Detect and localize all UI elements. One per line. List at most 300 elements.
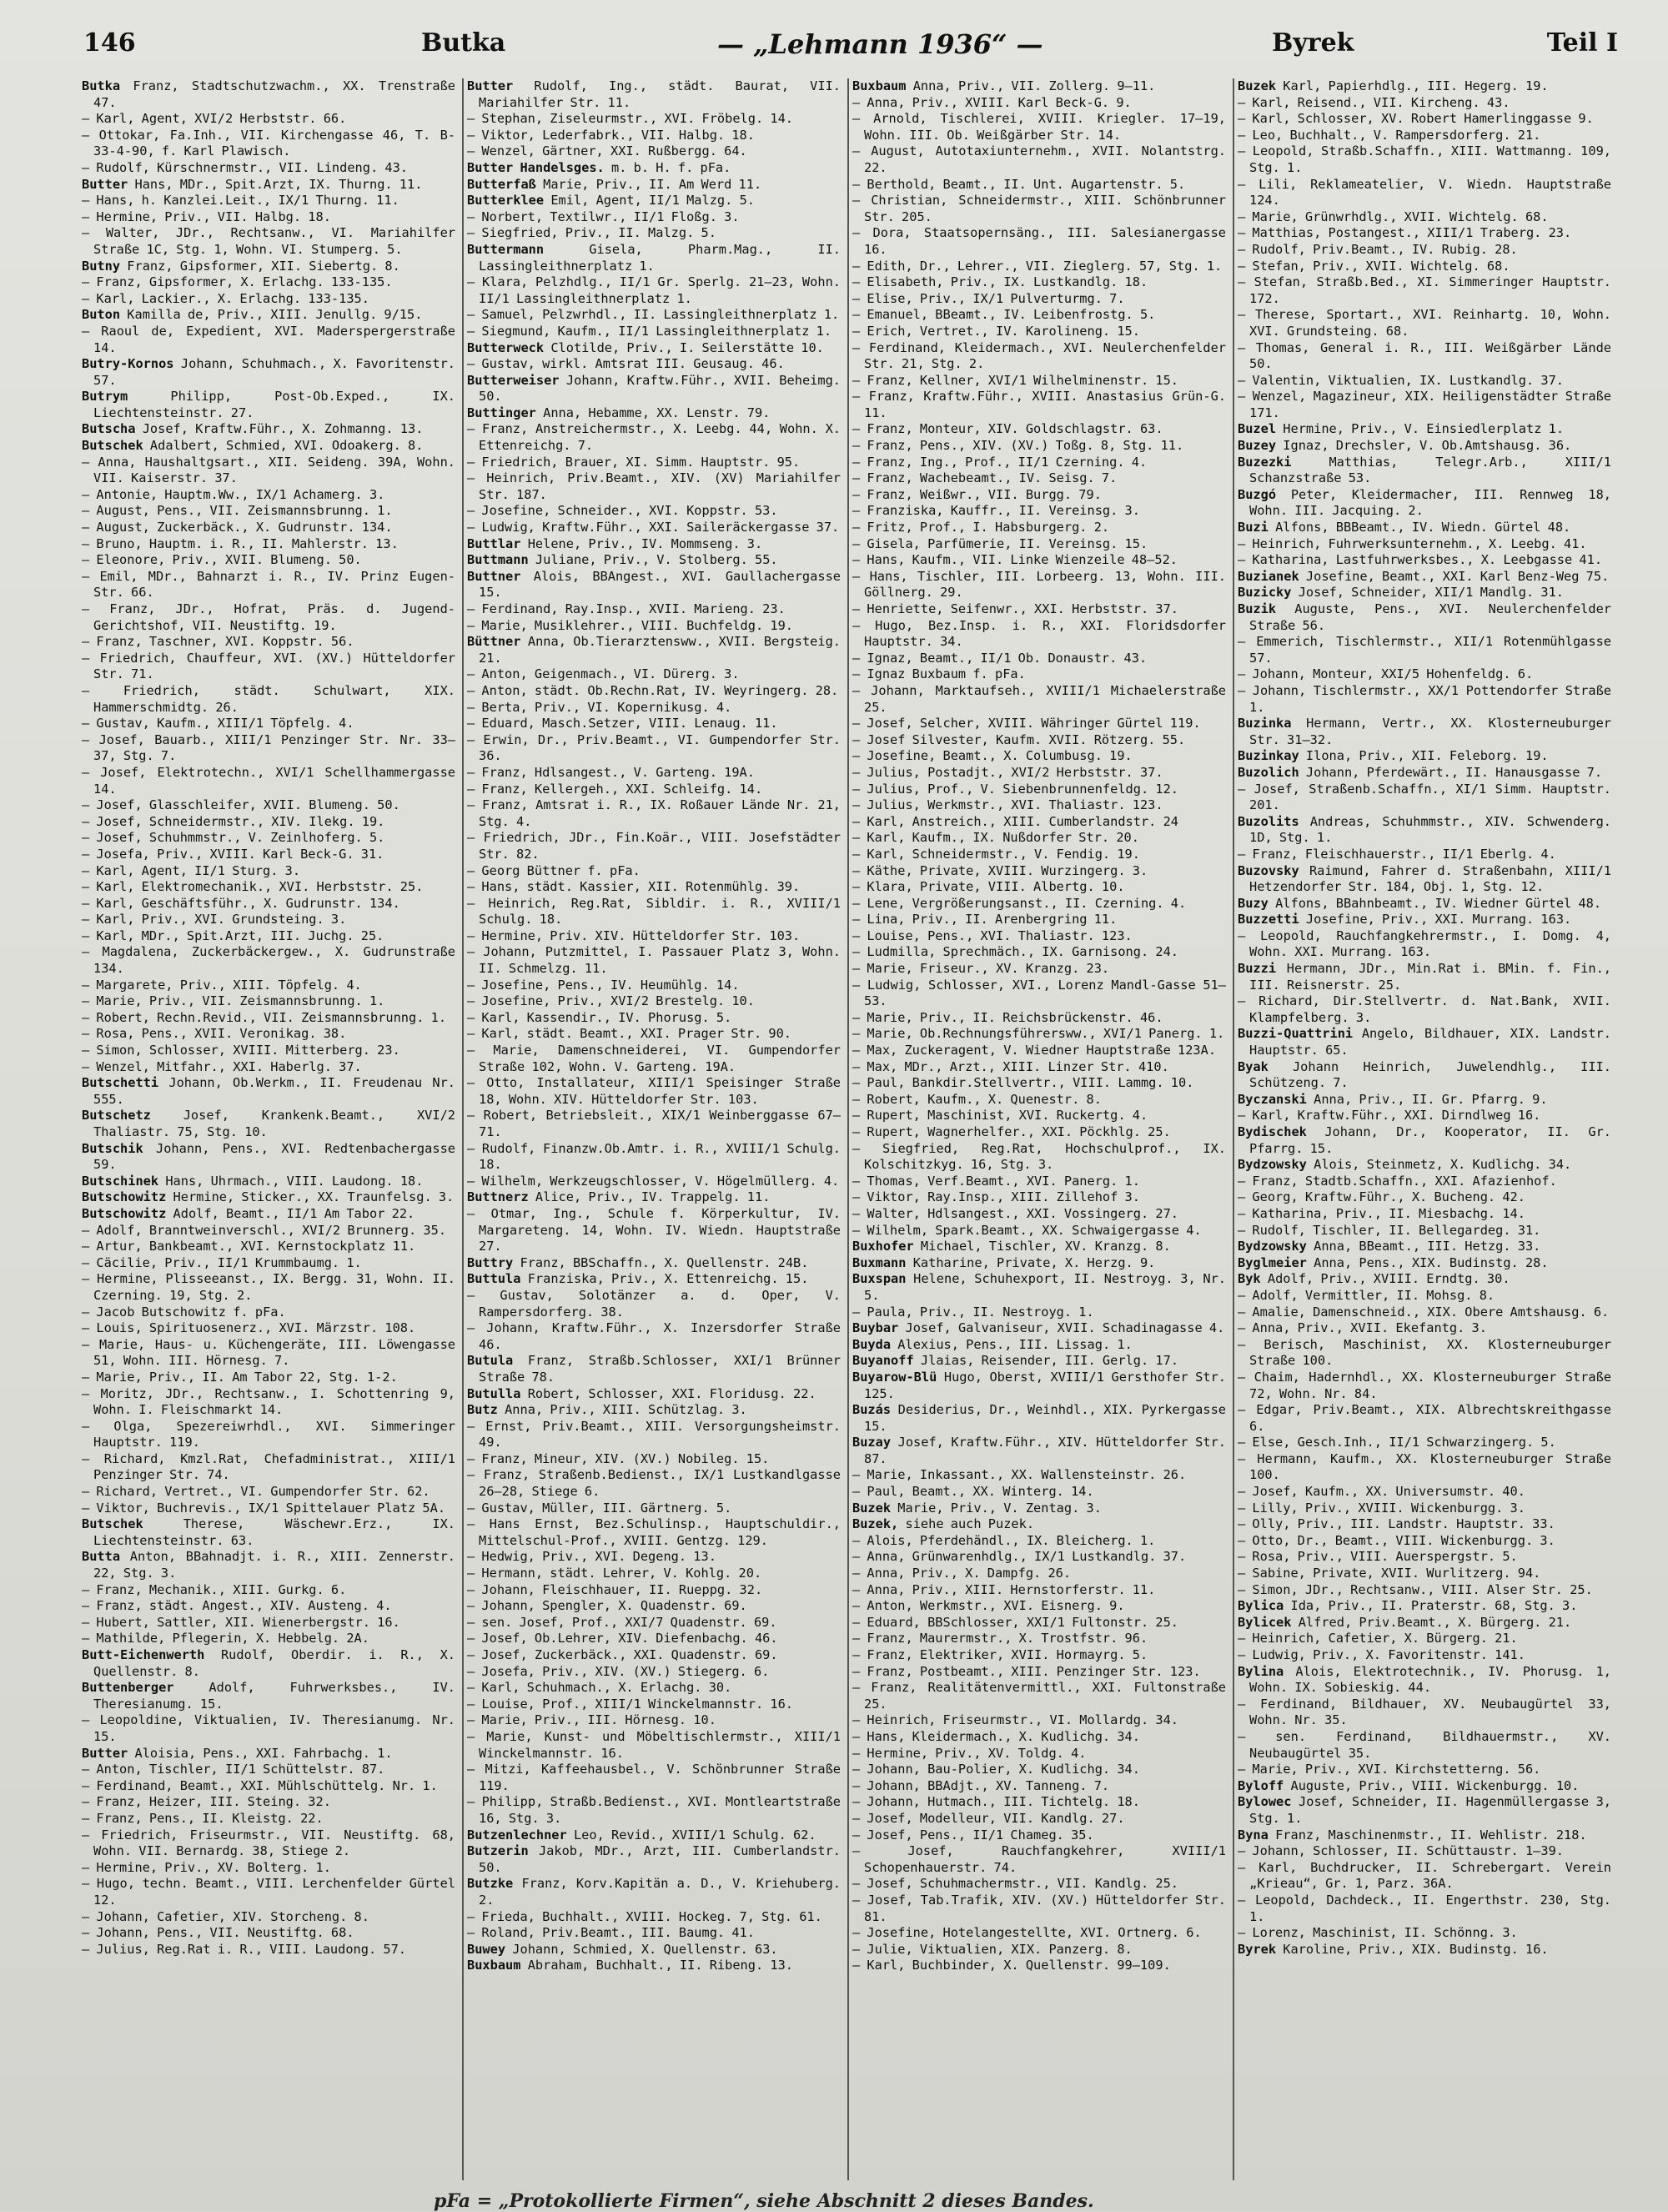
entry-details: — Karl, Schneidermstr., V. Fendig. 19.: [852, 846, 1140, 862]
entry-surname: Byna: [1238, 1827, 1269, 1842]
directory-entry: [1238, 1598, 1611, 1615]
directory-entry: [82, 1223, 455, 1239]
entry-details: — Franz, Pens., XIV. (XV.) Toßg. 8, Stg. 11.: [852, 438, 1184, 454]
directory-entry: [852, 814, 1226, 831]
directory-entry: [467, 1827, 841, 1844]
directory-entry: [82, 1108, 455, 1140]
directory-entry: [467, 405, 841, 422]
entry-details: Gisela, Pharm.Mag., II. Lassingleithnerplatz 1.: [479, 241, 841, 274]
directory-entry: [467, 503, 841, 520]
directory-entry: [82, 1059, 455, 1076]
entry-details: — Franz, Straßenb.Bedienst., IX/1 Lustkandlgasse 26—28, Stiege 6.: [467, 1467, 841, 1500]
directory-entry: [82, 863, 455, 880]
entry-surname: Buzek: [852, 1500, 892, 1516]
entry-details: Kamilla de, Priv., XIII. Jenullg. 9/15.: [127, 307, 423, 323]
entry-details: Anna, Ob.Tierarztensww., XVII. Bergsteig. 21.: [479, 634, 841, 666]
directory-entry: [1238, 487, 1611, 520]
directory-entry: [1238, 1271, 1611, 1288]
entry-details: — Josef, Glasschleifer, XVII. Blumeng. 50.: [82, 797, 400, 813]
directory-entry: [852, 863, 1226, 880]
directory-entry: [1238, 1370, 1611, 1402]
entry-details: Josef, Galvaniseur, XVII. Schadinagasse 4.: [905, 1320, 1225, 1336]
directory-entry: [1238, 1697, 1611, 1729]
directory-entry: [852, 1141, 1226, 1174]
entry-surname: Butka: [82, 78, 121, 93]
entry-details: Franz, Stadtschutzwachm., XX. Trenstraße 47.: [93, 78, 455, 110]
entry-details: — Bruno, Hauptm. i. R., II. Mahlerstr. 13.: [82, 535, 399, 551]
entry-details: — Franz, JDr., Hofrat, Präs. d. Jugend-Gerichtshof, VII. Neustiftg. 19.: [82, 601, 455, 633]
entry-details: — Anna, Priv., XVII. Ekefantg. 3.: [1238, 1320, 1487, 1336]
entry-details: — Olly, Priv., III. Landstr. Hauptstr. 33.: [1238, 1516, 1555, 1532]
entry-details: Adalbert, Schmied, XVI. Odoakerg. 8.: [149, 438, 424, 454]
entry-details: — Josef, Zuckerbäck., XXI. Quadenstr. 69.: [467, 1647, 778, 1662]
entry-details: Franz, Maschinenmstr., II. Wehlistr. 218.: [1275, 1827, 1587, 1842]
entry-details: — Magdalena, Zuckerbäckergew., X. Gudrunstraße 134.: [82, 944, 455, 977]
directory-entry: [852, 1320, 1226, 1337]
entry-details: Franz, Straßb.Schlosser, XXI/1 Brünner Straße 78.: [479, 1353, 841, 1385]
entry-details: — Franziska, Kauffr., II. Vereinsg. 3.: [852, 503, 1140, 519]
directory-entry: [467, 1206, 841, 1255]
entry-details: — Philipp, Straßb.Bedienst., XVI. Montleartstraße 16, Stg. 3.: [467, 1794, 841, 1826]
entry-details: — Otmar, Ing., Schule f. Körperkultur, IV. Margareteng. 14, Wohn. IV. Wiedn. Hauptstraße 27.: [467, 1205, 841, 1254]
entry-details: Philipp, Post-Ob.Exped., IX. Liechtensteinstr. 27.: [93, 389, 455, 420]
directory-entry: [467, 1189, 841, 1206]
directory-entry: [852, 1402, 1226, 1435]
entry-surname: Buzzi: [1238, 961, 1277, 977]
entry-details: Ilona, Priv., XII. Feleborg. 19.: [1305, 748, 1549, 764]
entry-surname: Byglmeier: [1238, 1254, 1307, 1270]
directory-entry: [1238, 634, 1611, 666]
entry-details: — Gustav, wirkl. Amtsrat III. Geusaug. 46.: [467, 356, 785, 372]
entry-details: — Karl, MDr., Spit.Arzt, III. Juchg. 25.: [82, 928, 384, 943]
directory-entry: [82, 716, 455, 732]
directory-entry: [1238, 177, 1611, 209]
entry-details: Raimund, Fahrer d. Straßenbahn, XIII/1 Hetzendorfer Str. 184, Obj. 1, Stg. 12.: [1249, 862, 1611, 895]
directory-entry: [82, 1305, 455, 1321]
directory-entry: [467, 1942, 841, 1958]
column-1: [82, 78, 455, 2189]
entry-details: — Friedrich, Chauffeur, XVI. (XV.) Hütteldorfer Str. 71.: [82, 650, 455, 682]
entry-details: — Karl, Buchbinder, X. Quellenstr. 99—109.: [852, 1958, 1171, 1973]
directory-entry: [1238, 1647, 1611, 1664]
entry-details: — Emmerich, Tischlermstr., XII/1 Rotenmühlgasse 57.: [1238, 634, 1611, 666]
entry-details: Adolf, Priv., XVIII. Erndtg. 30.: [1267, 1271, 1510, 1287]
directory-entry: [467, 863, 841, 880]
entry-details: — Lili, Reklameatelier, V. Wiedn. Hauptstraße 124.: [1238, 176, 1611, 209]
entry-details: Jakob, MDr., Arzt, III. Cumberlandstr. 50.: [479, 1843, 841, 1875]
directory-entry: [82, 1320, 455, 1337]
directory-entry: [1238, 716, 1611, 748]
entry-details: — sen. Ferdinand, Bildhauermstr., XV. Neubaugürtel 35.: [1238, 1728, 1611, 1761]
entry-details: — Karl, städt. Beamt., XXI. Prager Str. 90.: [467, 1026, 792, 1042]
entry-details: Anton, BBahnadjt. i. R., XIII. Zennerstr. 22, Stg. 3.: [93, 1549, 455, 1581]
entry-details: — Franz, Mineur, XIV. (XV.) Nobileg. 15.: [467, 1450, 770, 1466]
entry-details: — Berthold, Beamt., II. Unt. Augartenstr. 5.: [852, 176, 1186, 192]
entry-details: — Louise, Prof., XIII/1 Winckelmannstr. 16.: [467, 1696, 794, 1712]
entry-details: — Franz, Taschner, XVI. Koppstr. 56.: [82, 634, 354, 650]
entry-surname: Buzzetti: [1238, 912, 1299, 928]
entry-details: — Anna, Priv., X. Dampfg. 26.: [852, 1566, 1072, 1581]
entry-surname: Bylica: [1238, 1598, 1284, 1614]
entry-surname: Buttenberger: [82, 1680, 174, 1696]
entry-details: — Marie, Grünwrhdlg., XVII. Wichtelg. 68.: [1238, 209, 1549, 224]
directory-entry: [82, 536, 455, 553]
entry-details: — Sabine, Private, XVII. Wurlitzerg. 94.: [1238, 1566, 1541, 1581]
entry-details: — Ludwig, Kraftw.Führ., XXI. Saileräckergasse 37.: [467, 520, 840, 535]
directory-entry: [1238, 601, 1611, 634]
entry-details: — Raoul de, Expedient, XVI. Maderspergerstraße 14.: [82, 323, 455, 355]
entry-details: — Hubert, Sattler, XII. Wienerbergstr. 16.: [82, 1614, 400, 1630]
directory-entry: [852, 1843, 1226, 1876]
directory-entry: [82, 1501, 455, 1517]
directory-entry: [82, 847, 455, 863]
entry-details: — Franz, Kraftw.Führ., XVIII. Anastasius Grün-G. 11.: [852, 389, 1226, 420]
entry-details: — Richard, Kmzl.Rat, Chefadministrat., XIII/1 Penzinger Str. 74.: [82, 1450, 455, 1483]
directory-entry: [467, 356, 841, 373]
entry-details: — Johann, Cafetier, XIV. Storcheng. 8.: [82, 1908, 369, 1924]
directory-entry: [1238, 1925, 1611, 1942]
entry-details: Anna, Hebamme, XX. Lenstr. 79.: [543, 405, 771, 420]
entry-details: — Karl, Agent, XVI/2 Herbststr. 66.: [82, 111, 347, 127]
entry-surname: Butzerin: [467, 1843, 529, 1859]
entry-details: — Wenzel, Gärtner, XXI. Rußbergg. 64.: [467, 143, 747, 159]
directory-entry: [467, 470, 841, 503]
directory-entry: [1238, 1239, 1611, 1255]
entry-details: — Louis, Spirituosenerz., XVI. Märzstr. 108.: [82, 1320, 416, 1336]
directory-entry: [852, 716, 1226, 732]
directory-entry: [1238, 128, 1611, 144]
entry-details: Johann, Pferdewärt., II. Hanausgasse 7.: [1305, 764, 1603, 780]
directory-entry: [467, 1402, 841, 1419]
directory-entry: [1238, 1124, 1611, 1157]
directory-entry: [1238, 389, 1611, 421]
entry-details: Helene, Schuhexport, II. Nestroyg. 3, Nr. 5.: [864, 1271, 1226, 1303]
directory-entry: [1238, 274, 1611, 307]
entry-details: — Ferdinand, Beamt., XXI. Mühlschüttelg. Nr. 1.: [82, 1777, 438, 1793]
entry-details: — Anna, Priv., XVIII. Karl Beck-G. 9.: [852, 94, 1132, 110]
directory-entry: [467, 160, 841, 177]
entry-surname: Byloff: [1238, 1777, 1284, 1793]
entry-details: — Ignaz Buxbaum f. pFa.: [852, 666, 1026, 682]
directory-entry: [852, 503, 1226, 520]
directory-entry: [1238, 143, 1611, 176]
directory-entry: [852, 455, 1226, 471]
directory-entry: [1238, 225, 1611, 242]
entry-details: — Josef, Straßenb.Schaffn., XI/1 Simm. Hauptstr. 201.: [1238, 781, 1611, 813]
entry-surname: Buzianek: [1238, 568, 1299, 584]
directory-entry: [852, 1337, 1226, 1354]
entry-details: Franz, Korv.Kapitän a. D., V. Kriehuberg. 2.: [479, 1876, 841, 1908]
entry-details: — Johann, Spengler, X. Quadenstr. 69.: [467, 1598, 747, 1614]
directory-entry: [82, 912, 455, 928]
entry-details: — Julius, Prof., V. Siebenbrunnenfeldg. 12.: [852, 781, 1179, 797]
entry-surname: Buzicky: [1238, 585, 1292, 601]
directory-entry: [852, 666, 1226, 683]
entry-details: — Leopold, Rauchfangkehrermstr., I. Domg. 4, Wohn. XXI. Murrang. 163.: [1238, 928, 1611, 960]
entry-details: — Marie, Kunst- und Möbeltischlermstr., XIII/1 Winckelmannstr. 16.: [467, 1728, 841, 1761]
entry-details: — Chaim, Hadernhdl., XX. Klosterneuburger Straße 72, Wohn. Nr. 84.: [1238, 1369, 1611, 1401]
directory-entry: [82, 928, 455, 945]
directory-entry: [82, 177, 455, 194]
directory-entry: [852, 1598, 1226, 1615]
entry-details: — Ludmilla, Sprechmäch., IX. Garnisong. 24.: [852, 944, 1179, 960]
directory-entry: [82, 1860, 455, 1877]
directory-entry: [852, 1566, 1226, 1582]
entry-details: Alfons, BBahnbeamt., IV. Wiedner Gürtel 48.: [1275, 895, 1602, 911]
directory-entry: [1238, 1778, 1611, 1795]
directory-entry: [82, 1370, 455, 1386]
entry-details: — Mitzi, Kaffeehausbel., V. Schönbrunner Straße 119.: [467, 1762, 841, 1793]
entry-details: — Stefan, Priv., XVII. Wichtelg. 68.: [1238, 258, 1510, 274]
directory-entry: [467, 1141, 841, 1174]
directory-entry: [467, 1108, 841, 1140]
entry-surname: Buzás: [852, 1402, 892, 1418]
entry-details: — Karl, Kaufm., IX. Nußdorfer Str. 20.: [852, 830, 1139, 846]
entry-details: Hugo, Oberst, XVIII/1 Gersthofer Str. 125.: [864, 1369, 1226, 1401]
directory-entry: [852, 487, 1226, 504]
directory-entry: [1238, 1533, 1611, 1550]
entry-details: — Amalie, Damenschneid., XIX. Obere Amtshausg. 6.: [1238, 1304, 1610, 1320]
directory-entry: [1238, 1615, 1611, 1631]
entry-details: — Emil, MDr., Bahnarzt i. R., IV. Prinz Eugen-Str. 66.: [82, 568, 455, 601]
directory-entry: [1238, 536, 1611, 553]
entry-details: — Marie, Priv., XVI. Kirchstetterng. 56.: [1238, 1762, 1541, 1777]
entry-surname: Butulla: [467, 1385, 521, 1401]
directory-entry: [852, 797, 1226, 814]
entry-details: Jlaias, Reisender, III. Gerlg. 17.: [920, 1353, 1179, 1369]
entry-details: — Artur, Bankbeamt., XVI. Kernstockplatz 11.: [82, 1239, 416, 1254]
header-part-label: Teil I: [1546, 28, 1618, 58]
directory-entry: [82, 1010, 455, 1027]
directory-entry: [852, 291, 1226, 308]
entry-details: — Marie, Priv., II. Am Tabor 22, Stg. 1-2.: [82, 1369, 398, 1385]
entry-details: — Franz, Kellner, XVI/1 Wilhelminenstr. 15.: [852, 372, 1179, 388]
entry-details: — Josef, Bauarb., XIII/1 Penzinger Str. Nr. 33—37, Stg. 7.: [82, 731, 455, 764]
directory-entry: [1238, 765, 1611, 782]
entry-details: Johann, Ob.Werkm., II. Freudenau Nr. 555.: [93, 1075, 455, 1107]
directory-entry: [852, 1746, 1226, 1762]
entry-details: — Franz, Gipsformer, X. Erlachg. 133-135.: [82, 274, 393, 290]
directory-entry: [82, 1451, 455, 1484]
directory-entry: [467, 1631, 841, 1647]
directory-entry: [1238, 1501, 1611, 1517]
entry-details: — Mathilde, Pflegerin, X. Hebbelg. 2A.: [82, 1631, 369, 1646]
entry-details: — Simon, JDr., Rechtsanw., VIII. Alser Str. 25.: [1238, 1581, 1593, 1597]
entry-surname: Buybar: [852, 1320, 899, 1336]
entry-surname: Butschetz: [82, 1108, 151, 1124]
directory-entry: [82, 78, 455, 111]
directory-entry: [467, 765, 841, 782]
entry-details: Adolf, Beamt., II/1 Am Tabor 22.: [173, 1205, 415, 1221]
directory-entry: [82, 1582, 455, 1599]
entry-details: — Georg, Kraftw.Führ., X. Bucheng. 42.: [1238, 1189, 1525, 1205]
entry-details: Hans, Uhrmach., VIII. Laudong. 18.: [165, 1173, 424, 1189]
entry-details: — Wenzel, Magazineur, XIX. Heiligenstädter Straße 171.: [1238, 389, 1611, 420]
entry-surname: Buttnerz: [467, 1189, 529, 1205]
directory-entry: [467, 193, 841, 209]
entry-details: Hans, MDr., Spit.Arzt, IX. Thurng. 11.: [134, 176, 423, 192]
directory-entry: [467, 1516, 841, 1549]
entry-details: Johann, Kraftw.Führ., XVII. Beheimg. 50.: [479, 372, 841, 405]
entry-details: — Franz, Weißwr., VII. Burgg. 79.: [852, 486, 1102, 502]
directory-entry: [467, 274, 841, 307]
entry-details: — Franz, Postbeamt., XIII. Penzinger Str. 123.: [852, 1663, 1201, 1679]
entry-details: Matthias, Telegr.Arb., XIII/1 Schanzstraße 53.: [1249, 454, 1611, 486]
directory-entry: [82, 1598, 455, 1615]
entry-details: — Josef, Ob.Lehrer, XIV. Diefenbachg. 46.: [467, 1631, 778, 1646]
entry-details: — Robert, Rechn.Revid., VII. Zeismannsbrunng. 1.: [82, 1009, 447, 1025]
directory-entry: [1238, 1860, 1611, 1893]
entry-details: Marie, Priv., II. Am Werd 11.: [543, 176, 762, 192]
directory-entry: [467, 944, 841, 977]
entry-details: Anna, Priv., XIII. Schützlag. 3.: [505, 1402, 747, 1418]
entry-details: — Robert, Kaufm., X. Quenestr. 8.: [852, 1091, 1102, 1107]
directory-entry: [467, 225, 841, 242]
directory-entry: [467, 1353, 841, 1385]
directory-entry: [1238, 1729, 1611, 1762]
directory-entry: [467, 552, 841, 569]
directory-entry: [467, 830, 841, 862]
entry-details: — Lina, Priv., II. Arenbergring 11.: [852, 912, 1118, 928]
directory-entry: [1238, 1762, 1611, 1778]
entry-details: — Lene, Vergrößerungsanst., II. Czerning. 4.: [852, 895, 1187, 911]
directory-entry: [467, 1271, 841, 1288]
directory-entry: [82, 944, 455, 977]
entry-details: — Josefine, Schneider., XVI. Koppstr. 53.: [467, 503, 778, 519]
directory-entry: [82, 1811, 455, 1827]
directory-entry: [82, 993, 455, 1010]
entry-details: — Christian, Schneidermstr., XIII. Schönbrunner Str. 205.: [852, 193, 1226, 224]
directory-entry: [852, 1075, 1226, 1092]
page-number: 146: [83, 28, 136, 58]
column-4: [1238, 78, 1611, 2189]
directory-entry: [467, 1419, 841, 1451]
directory-entry: [467, 520, 841, 536]
entry-surname: Buzek: [1238, 78, 1277, 93]
entry-details: — Erwin, Dr., Priv.Beamt., VI. Gumpendorfer Str. 36.: [467, 731, 841, 764]
directory-entry: [467, 1664, 841, 1681]
entry-details: — Wenzel, Mitfahr., XXI. Haberlg. 37.: [82, 1058, 362, 1074]
directory-entry: [852, 961, 1226, 978]
entry-details: — Gustav, Solotänzer a. d. Oper, V. Rampersdorferg. 38.: [467, 1287, 841, 1320]
entry-details: — Franz, Amtsrat i. R., IX. Roßauer Lände Nr. 21, Stg. 4.: [467, 797, 841, 829]
entry-details: Helene, Priv., IV. Mommseng. 3.: [527, 535, 763, 551]
entry-details: — Siegfried, Reg.Rat, Hochschulprof., IX. Kolschitzkyg. 16, Stg. 3.: [852, 1140, 1226, 1173]
directory-entry: [82, 111, 455, 128]
directory-entry: [82, 209, 455, 226]
directory-entry: [852, 536, 1226, 553]
entry-details: — Viktor, Buchrevis., IX/1 Spittelauer Platz 5A.: [82, 1500, 446, 1516]
entry-details: — Hans, Kaufm., VII. Linke Wienzeile 48—52.: [852, 552, 1178, 568]
directory-entry: [467, 324, 841, 340]
entry-details: — Elise, Priv., IX/1 Pulverturmg. 7.: [852, 290, 1125, 306]
directory-entry: [82, 1680, 455, 1712]
entry-details: — Gisela, Parfümerie, II. Vereinsg. 15.: [852, 535, 1148, 551]
directory-entry: [82, 1909, 455, 1926]
entry-details: — Hermine, Priv., XV. Bolterg. 1.: [82, 1859, 331, 1875]
entry-details: — Edith, Dr., Lehrer., VII. Zieglerg. 57, Stg. 1.: [852, 258, 1223, 274]
entry-details: — Josef, Kaufm., XX. Universumstr. 40.: [1238, 1484, 1525, 1500]
entry-surname: Butschetti: [82, 1075, 159, 1091]
directory-entry: [852, 1435, 1226, 1467]
entry-details: — Katharina, Priv., II. Miesbachg. 14.: [1238, 1205, 1525, 1221]
entry-details: — Karl, Kassendir., IV. Phorusg. 5.: [467, 1009, 732, 1025]
directory-entry: [82, 324, 455, 356]
entry-details: — Franz, Stadtb.Schaffn., XXI. Afazienhof.: [1238, 1173, 1557, 1189]
directory-entry: [852, 1043, 1226, 1059]
entry-surname: Butschek: [82, 438, 143, 454]
entry-details: — Alois, Pferdehändl., IX. Bleicherg. 1.: [852, 1532, 1156, 1548]
entry-details: — Josef, Modelleur, VII. Kandlg. 27.: [852, 1810, 1125, 1826]
entry-surname: Buzel: [1238, 421, 1277, 437]
entry-details: — Margarete, Priv., XIII. Töpfelg. 4.: [82, 977, 362, 993]
entry-details: — Franz, Hdlsangest., V. Garteng. 19A.: [467, 764, 755, 780]
directory-entry: [1238, 1631, 1611, 1647]
entry-details: Auguste, Priv., VIII. Wickenburgg. 10.: [1290, 1777, 1580, 1793]
directory-entry: [467, 209, 841, 226]
entry-surname: Butter: [467, 78, 514, 93]
entry-details: — Leopold, Dachdeck., II. Engerthstr. 230, Stg. 1.: [1238, 1892, 1611, 1924]
directory-entry: [852, 1827, 1226, 1844]
entry-surname: Buttinger: [467, 405, 536, 420]
directory-entry: [467, 1043, 841, 1075]
entry-surname: Buton: [82, 307, 121, 323]
directory-entry: [467, 782, 841, 798]
directory-entry: [852, 732, 1226, 749]
header-right-word: Byrek: [1272, 28, 1354, 58]
entry-surname: Butny: [82, 258, 121, 274]
directory-entry: [852, 389, 1226, 421]
entry-details: — Thomas, Verf.Beamt., XVI. Panerg. 1.: [852, 1173, 1140, 1189]
entry-details: — Johann, Putzmittel, I. Passauer Platz 3, Wohn. II. Schmelzg. 11.: [467, 944, 841, 977]
directory-entry: [82, 455, 455, 487]
entry-surname: Butschik: [82, 1140, 143, 1156]
entry-details: — Otto, Installateur, XIII/1 Speisinger Straße 18, Wohn. XIV. Hütteldorfer Str. 103.: [467, 1075, 841, 1107]
directory-entry: [852, 1664, 1226, 1681]
entry-surname: Buzovsky: [1238, 862, 1299, 878]
entry-details: — Friedrich, städt. Schulwart, XIX. Hammerschmidtg. 26.: [82, 682, 455, 715]
directory-entry: [82, 765, 455, 797]
entry-details: — Josef, Selcher, XVIII. Währinger Gürtel 119.: [852, 716, 1201, 731]
directory-entry: [467, 1598, 841, 1615]
entry-details: — sen. Josef, Prof., XXI/7 Quadenstr. 69.: [467, 1614, 777, 1630]
directory-entry: [82, 1778, 455, 1795]
directory-entry: [467, 1566, 841, 1582]
directory-entry: [852, 748, 1226, 765]
directory-entry: [467, 1582, 841, 1599]
directory-entry: [1238, 1843, 1611, 1860]
entry-details: — Josefa, Priv., XIV. (XV.) Stiegerg. 6.: [467, 1663, 770, 1679]
directory-entry: [467, 993, 841, 1010]
entry-details: — Johann, Pens., VII. Neustiftg. 68.: [82, 1925, 354, 1941]
entry-details: Anna, Priv., VII. Zollerg. 9—11.: [912, 78, 1156, 93]
entry-details: — August, Zuckerbäck., X. Gudrunstr. 134.: [82, 520, 393, 535]
directory-entry: [82, 1337, 455, 1370]
directory-entry: [1238, 863, 1611, 896]
directory-entry: [852, 373, 1226, 390]
directory-entry: [852, 847, 1226, 863]
directory-entry: [467, 455, 841, 471]
entry-details: Anna, Pens., XIX. Budinstg. 28.: [1314, 1254, 1549, 1270]
directory-entry: [852, 307, 1226, 324]
page-header: [83, 28, 1618, 62]
directory-entry: [852, 978, 1226, 1010]
entry-details: — Eduard, BBSchlosser, XXI/1 Fultonstr. 25.: [852, 1614, 1179, 1630]
directory-entry: [82, 1174, 455, 1190]
directory-entry: [467, 1075, 841, 1108]
entry-surname: Butula: [467, 1353, 514, 1369]
entry-details: — Leo, Buchhalt., V. Rampersdorferg. 21.: [1238, 127, 1541, 143]
